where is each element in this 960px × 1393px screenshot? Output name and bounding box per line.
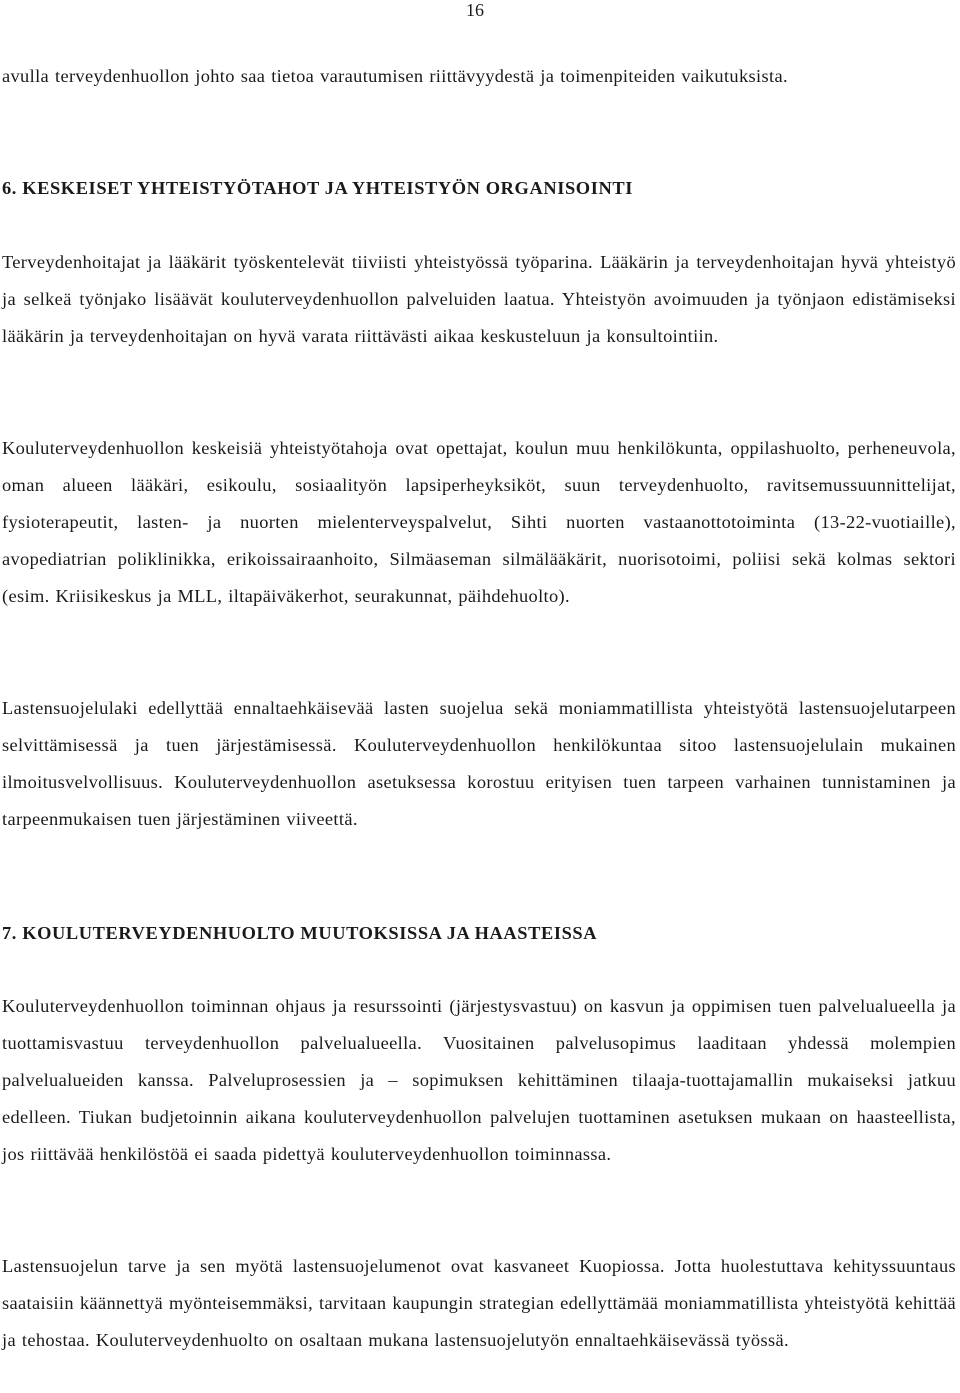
paragraph: Kouluterveydenhuollon toiminnan ohjaus ja resurssointi (järjestysvastuu) on kasvun ja oppimisen tuen palvelualueella ja tuottamisvastuu terveydenhuollon palvelualueella. Vuositainen palvelusopimus laaditaan yhdessä molempien palvelualueiden kanssa. Palveluprosessien ja – sopimuksen kehittäminen tilaaja-tuottajamallin mukaiseksi jatkuu edelleen. Tiukan budjetoinnin aikana kouluterveydenhuollon palvelujen tuottaminen asetuksen mukaan on haasteellista, jos riittävää henkilöstöä ei saada pidettyä kouluterveydenhuollon toiminnassa. — [2, 996, 956, 1164]
section-6-heading: 6. KESKEISET YHTEISTYÖTAHOT JA YHTEISTYÖN ORGANISOINTI — [2, 178, 633, 198]
intro-paragraph-block — [2, 58, 956, 95]
paragraph: Lastensuojelulaki edellyttää ennaltaehkäisevää lasten suojelua sekä moniammatillista yhteistyötä lastensuojelutarpeen selvittämisessä ja tuen järjestämisessä. Kouluterveydenhuollon henkilökuntaa sitoo lastensuojelulain mukainen ilmoitusvelvollisuus. Kouluterveydenhuollon asetuksessa korostuu erityisen tuen tarpeen varhainen tunnistaminen ja tarpeenmukaisen tuen järjestäminen viiveettä. — [2, 698, 956, 829]
intro-paragraph: avulla terveydenhuollon johto saa tietoa varautumisen riittävyydestä ja toimenpiteiden vaikutuksista. — [2, 66, 788, 86]
paragraph: Lastensuojelun tarve ja sen myötä lastensuojelumenot ovat kasvaneet Kuopiossa. Jotta huolestuttava kehityssuuntaus saataisiin käännettyä myönteisemmäksi, tarvitaan kaupungin strategian edellyttämää moniammatillista yhteistyötä kehittää ja tehostaa. Kouluterveydenhuolto on osaltaan mukana lastensuojelutyön ennaltaehkäisevässä työssä. — [2, 1256, 956, 1350]
page-number: 16 — [466, 0, 484, 20]
section-6-paragraph-3 — [2, 690, 956, 838]
section-6-paragraph-2 — [2, 430, 956, 615]
section-7-heading: 7. KOULUTERVEYDENHUOLTO MUUTOKSISSA JA HAASTEISSA — [2, 923, 598, 943]
paragraph: Kouluterveydenhuollon keskeisiä yhteistyötahoja ovat opettajat, koulun muu henkilökunta, oppilashuolto, perheneuvola, oman alueen lääkäri, esikoulu, sosiaalityön lapsiperheyksiköt, suun terveydenhuolto, ravitsemussuunnittelijat, fysioterapeutit, lasten- ja nuorten mielenterveyspalvelut, Sihti nuorten vastaanottotoiminta (13-22-vuotiaille), avopediatrian poliklinikka, erikoissairaanhoito, Silmäaseman silmälääkärit, nuorisotoimi, poliisi sekä kolmas sektori (esim. Kriisikeskus ja MLL, iltapäiväkerhot, seurakunnat, päihdehuolto). — [2, 438, 956, 606]
section-7-paragraph-2 — [2, 1248, 956, 1359]
section-6-paragraph-1 — [2, 244, 956, 355]
paragraph: Terveydenhoitajat ja lääkärit työskentelevät tiiviisti yhteistyössä työparina. Lääkärin ja terveydenhoitajan hyvä yhteistyö ja selkeä työnjako lisäävät kouluterveydenhuollon palveluiden laatua. Yhteistyön avoimuuden ja työnjaon edistämiseksi lääkärin ja terveydenhoitajan on hyvä varata riittävästi aikaa keskusteluun ja konsultointiin. — [2, 252, 956, 346]
section-7-paragraph-1 — [2, 988, 956, 1173]
